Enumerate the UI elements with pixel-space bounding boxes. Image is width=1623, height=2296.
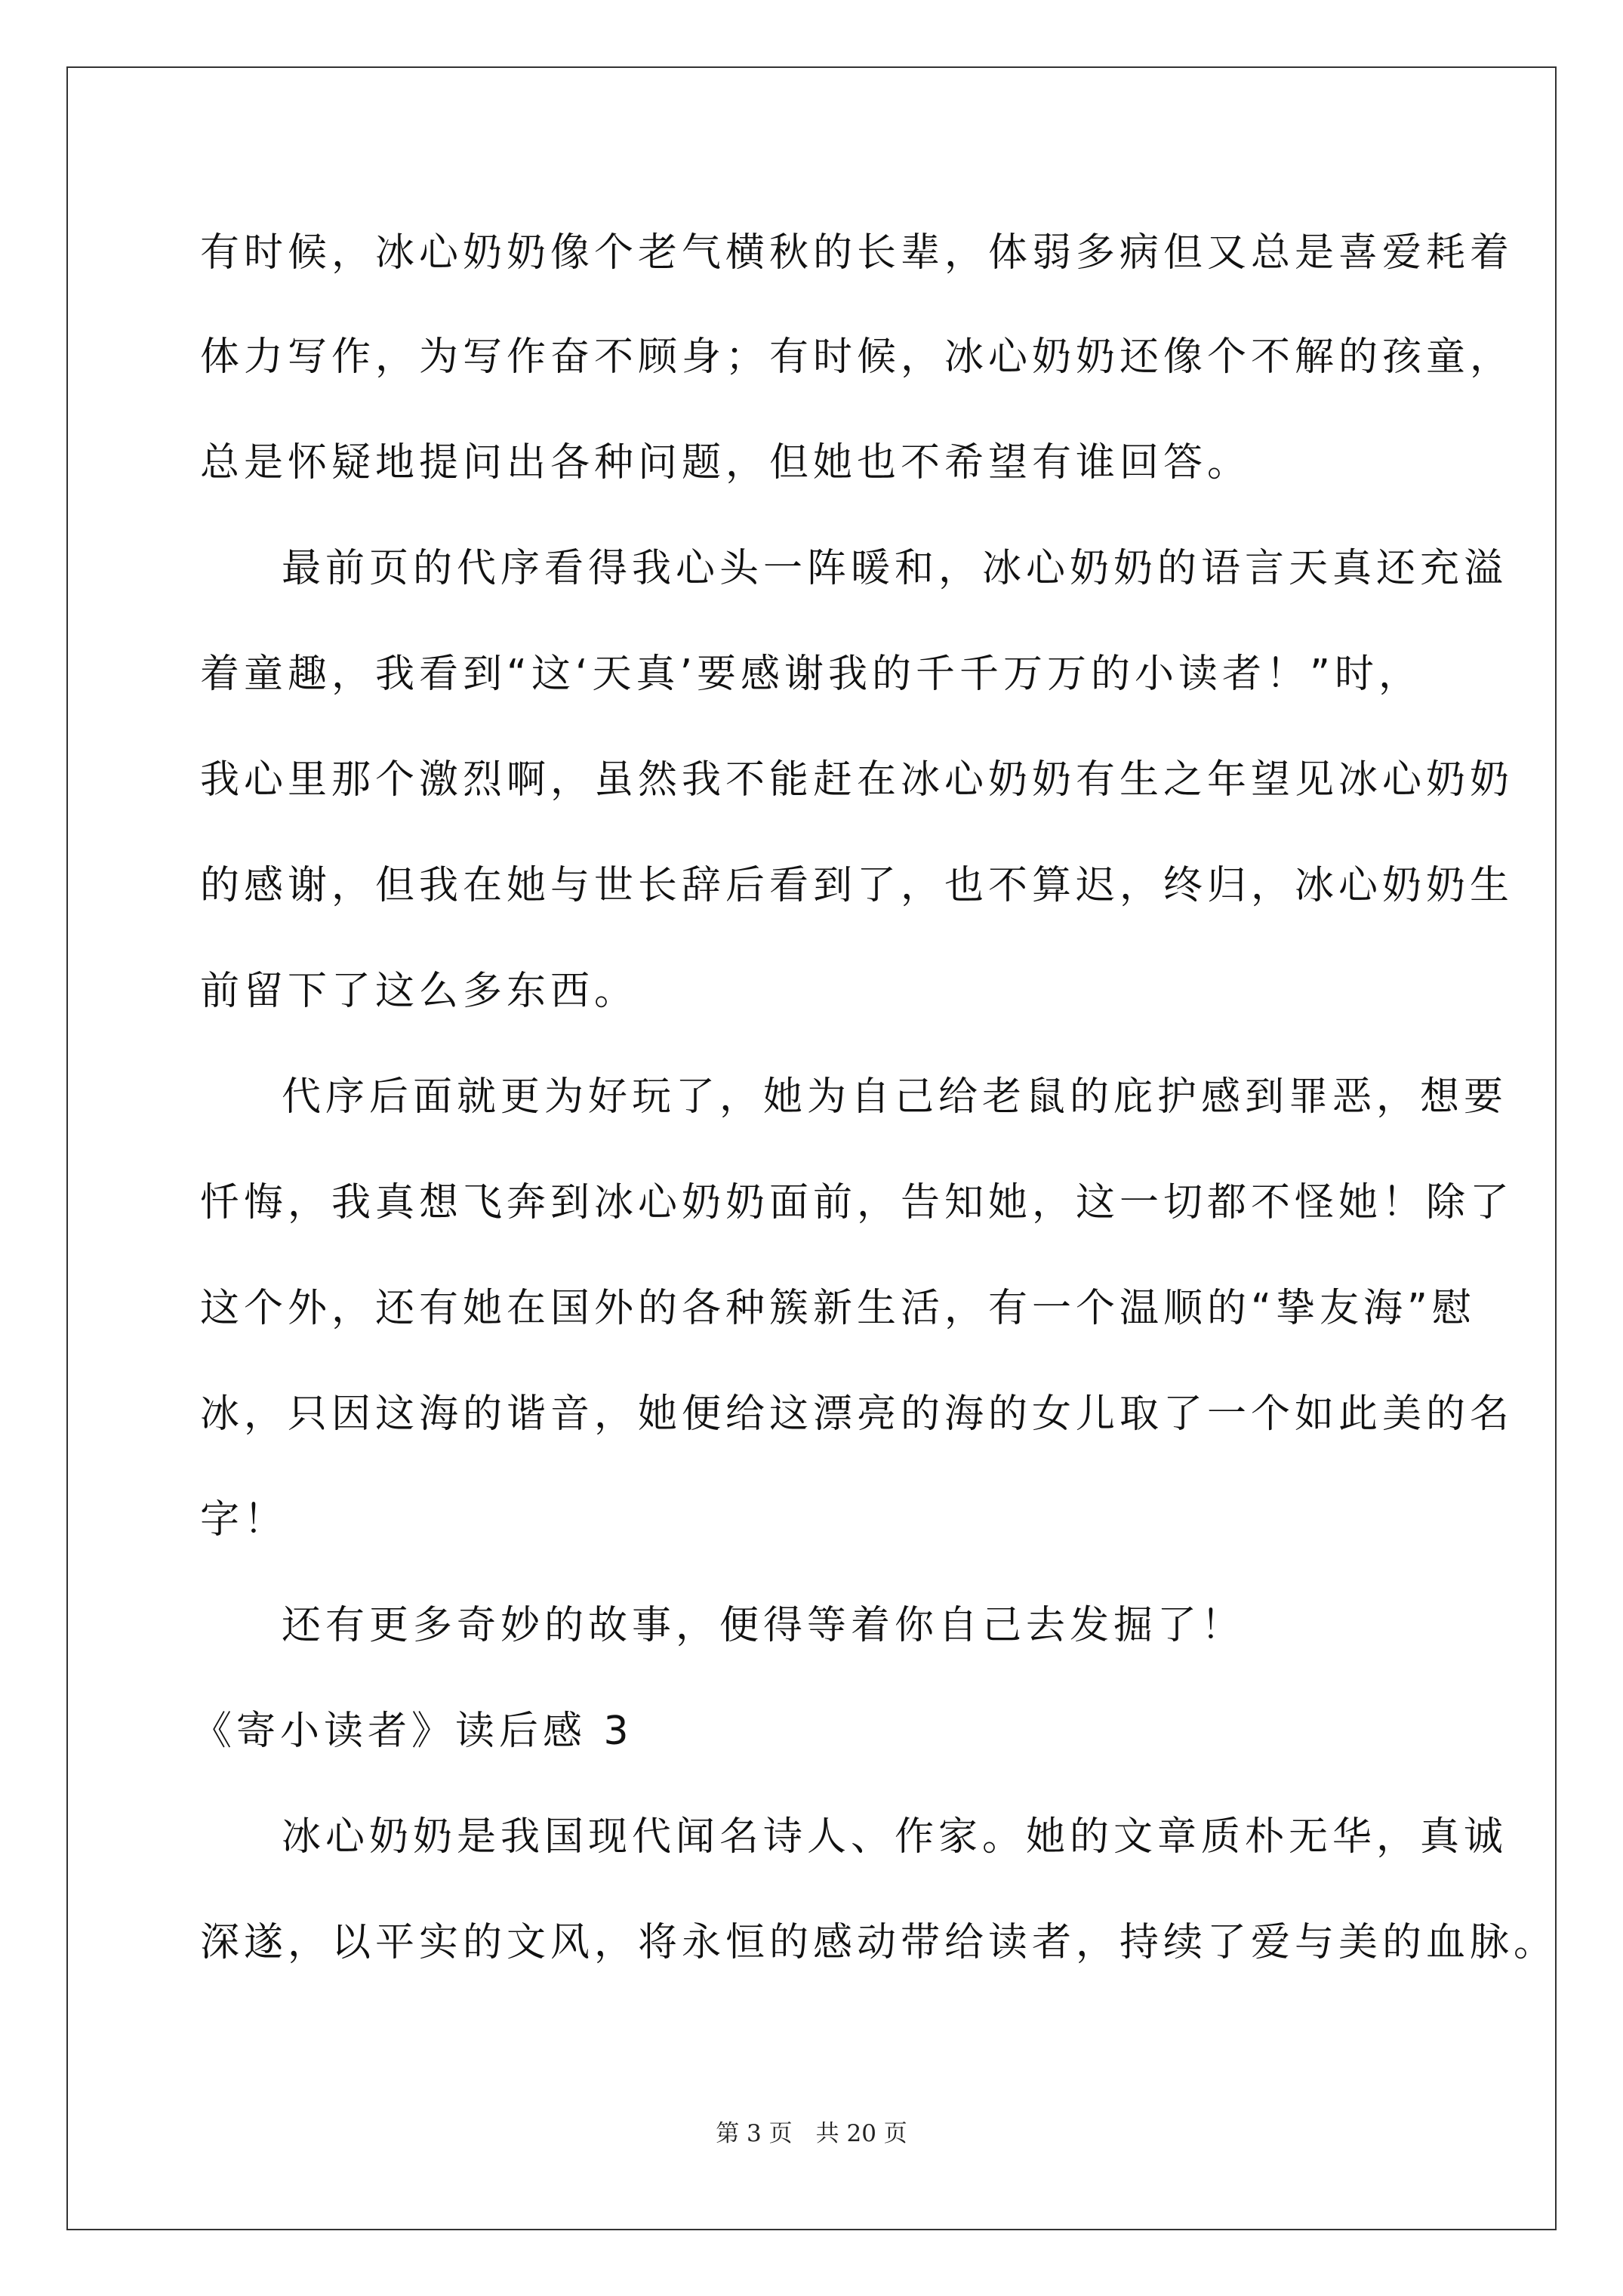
body-line-8: 前留下了这么多东西。 [200,969,639,1014]
body-line-16: 冰心奶奶是我国现代闻名诗人、作家。她的文章质朴无华，真诚 [282,1814,1508,1860]
body-line-5: 着童趣，我看到“这‘天真’要感谢我的千千万万的小读者！”时， [200,652,1422,697]
body-line-1: 有时候，冰心奶奶像个老气横秋的长辈，体弱多病但又总是喜爱耗着 [200,230,1514,276]
body-line-13: 字！ [200,1497,288,1542]
body-line-9: 代序后面就更为好玩了，她为自己给老鼠的庇护感到罪恶，想要 [282,1074,1508,1120]
body-line-3: 总是怀疑地提问出各种问题，但她也不希望有谁回答。 [200,440,1252,485]
body-line-11: 这个外，还有她在国外的各种簇新生活，有一个温顺的“挚友海”慰 [200,1286,1476,1331]
body-line-7: 的感谢，但我在她与世长辞后看到了，也不算迟，终归，冰心奶奶生 [200,863,1514,908]
body-line-17: 深遂，以平实的文风，将永恒的感动带给读者，持续了爱与美的血脉。 [200,1920,1558,1965]
page-border [66,66,1557,2230]
section-heading: 《寄小读者》读后感 3 [192,1709,633,1754]
page-number-footer: 第 3 页 共 20 页 [716,2120,907,2147]
body-line-12: 冰，只因这海的谐音，她便给这漂亮的海的女儿取了一个如此美的名 [200,1391,1514,1437]
body-line-14: 还有更多奇妙的故事，便得等着你自己去发掘了！ [282,1603,1246,1648]
body-line-6: 我心里那个激烈啊，虽然我不能赶在冰心奶奶有生之年望见冰心奶奶 [200,757,1514,803]
body-line-4: 最前页的代序看得我心头一阵暖和，冰心奶奶的语言天真还充溢 [282,546,1508,591]
body-line-10: 忏悔，我真想飞奔到冰心奶奶面前，告知她，这一切都不怪她！除了 [200,1180,1514,1225]
body-line-2: 体力写作，为写作奋不顾身；有时候，冰心奶奶还像个不解的孩童， [200,334,1514,380]
